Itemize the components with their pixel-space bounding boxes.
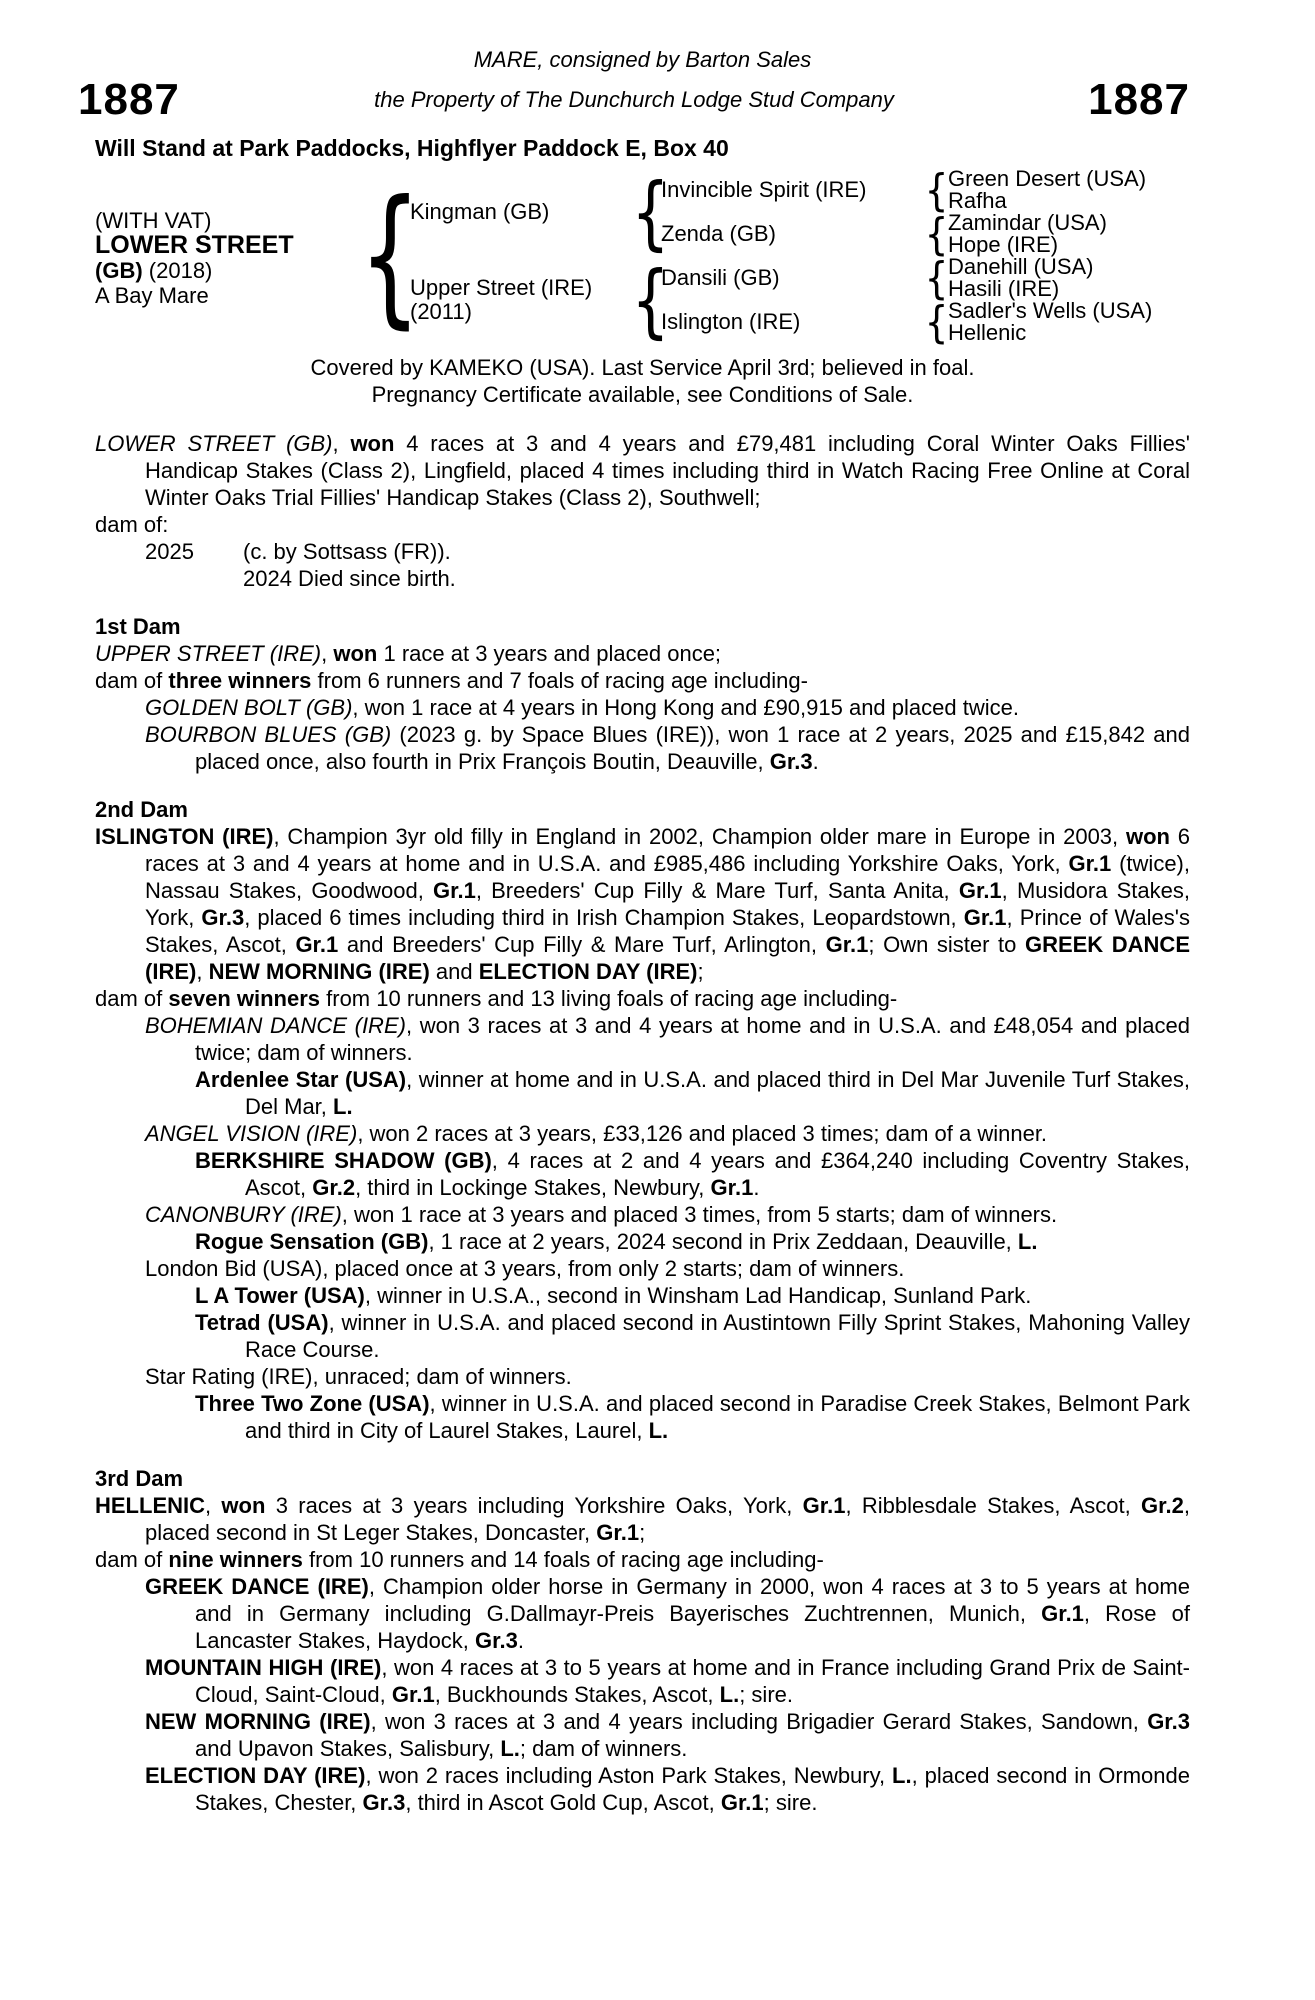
text-run: Gr.1	[710, 1175, 754, 1200]
text-run: LOWER STREET (GB)	[95, 431, 333, 456]
text-run: , placed second in Ormonde Stakes, Chester,	[195, 1763, 1190, 1815]
great-grandsire-name: Danehill (USA)	[948, 254, 1094, 279]
text-run: Star Rating (IRE), unraced; dam of winners.	[145, 1364, 572, 1389]
text-run: Gr.2	[1141, 1493, 1184, 1518]
text-run: from 10 runners and 13 living foals of racing age including-	[320, 986, 898, 1011]
text-run: , won 2 races at 3 years, £33,126 and placed 3 times; dam of a winner.	[357, 1121, 1048, 1146]
text-run: ; dam of winners.	[519, 1736, 688, 1761]
pedigree-paragraph	[95, 1654, 1190, 1708]
pedigree-paragraph	[95, 667, 1190, 694]
text-run: won	[333, 641, 378, 666]
text-run: ,	[332, 431, 351, 456]
text-run: , 1 race at 2 years, 2024 second in Prix Zeddaan, Deauville,	[428, 1229, 1018, 1254]
text-run: , placed 6 times including third in Irish Champion Stakes, Leopardstown,	[244, 905, 964, 930]
dam-dam-branch	[661, 296, 1153, 348]
text-run: , won 4 races at 3 to 5 years at home and in France including Grand Prix de Saint-Cloud, Saint-Cloud,	[195, 1655, 1191, 1707]
text-run: , winner in U.S.A. and placed second in Paradise Creek Stakes, Belmont Park and third in City of Laurel Stakes, Laurel,	[245, 1391, 1190, 1443]
text-run: , Breeders' Cup Filly & Mare Turf, Santa Anita,	[475, 878, 959, 903]
pedigree-paragraph	[95, 1201, 1190, 1228]
property-line: the Property of The Dunchurch Lodge Stud Company	[374, 87, 894, 112]
text-run: Gr.3	[362, 1790, 406, 1815]
pedigree-paragraph	[95, 1012, 1190, 1066]
text-run: .	[812, 749, 819, 774]
pedigree-paragraph	[95, 1573, 1190, 1654]
text-run: ,	[321, 641, 334, 666]
text-run: and Upavon Stakes, Salisbury,	[195, 1736, 501, 1761]
text-run: Rogue Sensation (GB)	[195, 1229, 429, 1254]
pedigree-paragraph	[95, 985, 1190, 1012]
text-run: ANGEL VISION (IRE)	[145, 1121, 358, 1146]
text-run: , Rose of Lancaster Stakes, Haydock,	[195, 1601, 1190, 1653]
text-run: Gr.1	[720, 1790, 764, 1815]
text-run: Gr.1	[802, 1493, 846, 1518]
text-run: Gr.3	[769, 749, 813, 774]
text-run: Tetrad (USA)	[195, 1310, 329, 1335]
lot-header-row	[78, 75, 1190, 125]
subject-colour-sex: A Bay Mare	[95, 283, 209, 308]
text-run: won	[221, 1493, 266, 1518]
covering-details	[95, 354, 1190, 408]
great-granddam-name: Hellenic	[948, 320, 1027, 345]
pedigree-brace-icon: {	[631, 253, 670, 347]
pedigree-paragraph	[95, 1762, 1190, 1816]
text-run: .	[517, 1628, 524, 1653]
text-run: Gr.2	[312, 1175, 356, 1200]
granddam-name: Zenda (GB)	[661, 221, 776, 246]
text-run: dam of	[95, 668, 169, 693]
pedigree-paragraph	[95, 1363, 1190, 1390]
text-run: L.	[892, 1763, 912, 1788]
pedigree-paragraph	[95, 694, 1190, 721]
text-run: MOUNTAIN HIGH (IRE)	[145, 1655, 382, 1680]
pedigree-paragraph	[95, 1390, 1190, 1444]
text-run: Three Two Zone (USA)	[195, 1391, 430, 1416]
text-run: , won 1 race at 4 years in Hong Kong and £90,915 and placed twice.	[352, 695, 1019, 720]
text-run: L.	[719, 1682, 740, 1707]
text-run: 3 races at 3 years including Yorkshire Oaks, York,	[265, 1493, 803, 1518]
pedigree-paragraph	[95, 721, 1190, 775]
great-granddam-name: Hasili (IRE)	[948, 276, 1060, 301]
text-run: Gr.1	[295, 932, 339, 957]
sire-sire-branch	[661, 164, 1147, 216]
text-run: , Champion older horse in Germany in 2000, won 4 races at 3 to 5 years at home and in Germany including G.Dallmayr-Preis Bayerisches Zuchtrennen, Munich,	[195, 1574, 1190, 1626]
subject-country: (GB)	[95, 258, 143, 283]
text-run: dam of:	[95, 512, 169, 537]
text-run: (twice), Nassau Stakes, Goodwood,	[145, 851, 1190, 903]
dam-name: Upper Street (IRE) (2011)	[410, 276, 640, 324]
text-run: (c. by Sottsass (FR)).	[243, 539, 451, 564]
text-run: (2023 g. by Space Blues (IRE)), won 1 race at 2 years, 2025 and £15,842 and placed once, also fourth in Prix François Boutin, Deauville,	[195, 722, 1190, 774]
text-run: , winner in U.S.A., second in Winsham Lad Handicap, Sunland Park.	[364, 1283, 1032, 1308]
pedigree-paragraph	[95, 823, 1190, 985]
pedigree-paragraph	[95, 1228, 1190, 1255]
text-run: , placed second in St Leger Stakes, Doncaster,	[145, 1493, 1190, 1545]
covered-by-line: Covered by KAMEKO (USA). Last Service April 3rd; believed in foal.	[310, 355, 975, 380]
pedigree-paragraph	[95, 1309, 1190, 1363]
text-run: , Buckhounds Stakes, Ascot,	[434, 1682, 720, 1707]
text-run: , won 2 races including Aston Park Stakes, Newbury,	[365, 1763, 893, 1788]
text-run: ,	[196, 959, 209, 984]
text-run: BOURBON BLUES (GB)	[145, 722, 392, 747]
grandsire-name: Invincible Spirit (IRE)	[661, 177, 867, 202]
text-run: , Prince of Wales's Stakes, Ascot,	[145, 905, 1190, 957]
text-run: BERKSHIRE SHADOW (GB)	[195, 1148, 492, 1173]
text-run: L.	[333, 1094, 353, 1119]
text-run: CANONBURY (IRE)	[145, 1202, 342, 1227]
grandsire-name: Dansili (GB)	[661, 265, 780, 290]
text-run: from 6 runners and 7 foals of racing age including-	[311, 668, 808, 693]
sire-dam-branch	[661, 208, 1146, 260]
text-run: , winner at home and in U.S.A. and placed third in Del Mar Juvenile Turf Stakes, Del Mar,	[245, 1067, 1190, 1119]
text-run: , Champion 3yr old filly in England in 2002, Champion older mare in Europe in 2003,	[273, 824, 1126, 849]
text-run: three winners	[168, 668, 312, 693]
dam-year: (2011)	[410, 299, 472, 324]
great-grandsire-name: Sadler's Wells (USA)	[948, 298, 1153, 323]
pedigree-subject	[95, 168, 370, 344]
text-run: GREEK DANCE (IRE)	[145, 1574, 369, 1599]
text-run: ;	[697, 959, 704, 984]
text-run: L.	[1017, 1229, 1038, 1254]
text-run: , third in Ascot Gold Cup, Ascot,	[405, 1790, 721, 1815]
text-run: , 4 races at 2 and 4 years and £364,240 including Coventry Stakes, Ascot,	[245, 1148, 1190, 1200]
pedigree-paragraph	[95, 1120, 1190, 1147]
pedigree-brace-icon: {	[924, 164, 949, 216]
pedigree-brace-icon: {	[358, 169, 422, 343]
text-run: 6 races at 3 and 4 years at home and in U.S.A. and £985,486 including Yorkshire Oaks, York,	[145, 824, 1191, 876]
pedigree-paragraph	[95, 1546, 1190, 1573]
great-grandsire-name: Green Desert (USA)	[948, 166, 1147, 191]
text-run: , Ribblesdale Stakes, Ascot,	[845, 1493, 1142, 1518]
pedigree-table	[95, 164, 1190, 348]
pedigree-paragraph	[95, 430, 1190, 511]
dam-section-heading: 1st Dam	[95, 614, 181, 639]
text-run: seven winners	[168, 986, 321, 1011]
text-run: ELECTION DAY (IRE)	[145, 1763, 366, 1788]
text-run: Gr.3	[475, 1628, 518, 1653]
text-run: L.	[500, 1736, 520, 1761]
text-run: won	[1125, 824, 1170, 849]
pedigree-brace-icon: {	[924, 208, 949, 260]
text-run: , third in Lockinge Stakes, Newbury,	[355, 1175, 711, 1200]
text-run: ISLINGTON (IRE)	[95, 824, 274, 849]
text-run: , won 3 races at 3 and 4 years at home and in U.S.A. and £48,054 and placed twice; dam of winners.	[195, 1013, 1190, 1065]
great-grandsire-name: Zamindar (USA)	[948, 210, 1107, 235]
text-run: ; sire.	[763, 1790, 818, 1815]
text-run: , won 1 race at 3 years and placed 3 times, from 5 starts; dam of winners.	[341, 1202, 1058, 1227]
produce-description	[243, 565, 1190, 592]
produce-description	[243, 538, 1190, 565]
pedigree-paragraph	[95, 1282, 1190, 1309]
text-run: HELLENIC	[95, 1493, 205, 1518]
dam-sire-branch	[661, 252, 1152, 304]
text-run: 1 race at 3 years and placed once;	[377, 641, 722, 666]
produce-row	[95, 538, 1190, 565]
stand-location-line: Will Stand at Park Paddocks, Highflyer Paddock E, Box 40	[95, 135, 729, 161]
produce-row	[95, 565, 1190, 592]
text-run: 2024 Died since birth.	[243, 566, 456, 591]
text-run: and	[429, 959, 479, 984]
subject-horse-name: LOWER STREET	[95, 231, 294, 259]
text-run: Ardenlee Star (USA)	[195, 1067, 407, 1092]
text-run: ; sire.	[739, 1682, 793, 1707]
with-vat-label: (WITH VAT)	[95, 208, 212, 233]
subject-country-year	[95, 258, 370, 283]
text-run: , Musidora Stakes, York,	[145, 878, 1190, 930]
pedigree-paragraph	[95, 1255, 1190, 1282]
text-run: won	[350, 431, 395, 456]
text-run: , won 3 races at 3 and 4 years including Brigadier Gerard Stakes, Sandown,	[370, 1709, 1148, 1734]
great-granddam-name: Hope (IRE)	[948, 232, 1059, 257]
text-run: Gr.1	[596, 1520, 640, 1545]
text-run: L.	[648, 1418, 669, 1443]
text-run: , winner in U.S.A. and placed second in Austintown Filly Sprint Stakes, Mahoning Valley Race Course.	[245, 1310, 1190, 1362]
text-run: dam of	[95, 986, 169, 1011]
dam-section-heading: 3rd Dam	[95, 1466, 184, 1491]
pedigree-brace-icon: {	[924, 296, 949, 348]
consignment-line: MARE, consigned by Barton Sales	[473, 47, 812, 72]
pedigree-text-sections	[95, 430, 1190, 1816]
text-run: UPPER STREET (IRE)	[95, 641, 322, 666]
text-run: and Breeders' Cup Filly & Mare Turf, Arlington,	[338, 932, 826, 957]
pedigree-brace-icon: {	[924, 252, 949, 304]
sire-branch	[410, 164, 1152, 260]
text-run: dam of	[95, 1547, 169, 1572]
text-run: Gr.1	[958, 878, 1002, 903]
pedigree-paragraph	[95, 511, 1190, 538]
granddam-name: Islington (IRE)	[661, 309, 801, 334]
text-run: London Bid (USA), placed once at 3 years, from only 2 starts; dam of winners.	[145, 1256, 905, 1281]
text-run: nine winners	[168, 1547, 303, 1572]
text-run: ;	[639, 1520, 646, 1545]
pedigree-paragraph	[95, 640, 1190, 667]
produce-year	[145, 565, 243, 592]
produce-year: 2025	[145, 539, 194, 564]
text-run: Gr.1	[963, 905, 1007, 930]
pedigree-paragraph	[95, 1147, 1190, 1201]
text-run: NEW MORNING (IRE)	[145, 1709, 371, 1734]
great-granddam-name: Rafha	[948, 188, 1007, 213]
text-run: GREEK DANCE (IRE)	[145, 932, 1190, 984]
pedigree-paragraph	[95, 1708, 1190, 1762]
pedigree-paragraph	[95, 1492, 1190, 1546]
subject-year: (2018)	[148, 258, 213, 283]
text-run: ; Own sister to	[868, 932, 1025, 957]
text-run: Gr.1	[825, 932, 869, 957]
text-run: L A Tower (USA)	[195, 1283, 365, 1308]
text-run: Gr.1	[391, 1682, 435, 1707]
pedigree-brace-icon: {	[631, 165, 670, 259]
pregnancy-certificate-line: Pregnancy Certificate available, see Conditions of Sale.	[371, 382, 914, 407]
text-run: Gr.1	[1068, 851, 1112, 876]
text-run: BOHEMIAN DANCE (IRE)	[145, 1013, 406, 1038]
pedigree-generations	[410, 164, 1153, 348]
dam-section-heading: 2nd Dam	[95, 797, 188, 822]
text-run: Gr.1	[1041, 1601, 1084, 1626]
dam-branch	[410, 252, 1153, 348]
lot-number-right: 1887	[1088, 75, 1190, 124]
text-run: .	[753, 1175, 760, 1200]
text-run: NEW MORNING (IRE)	[208, 959, 430, 984]
text-run: GOLDEN BOLT (GB)	[145, 695, 353, 720]
text-run: from 10 runners and 14 foals of racing age including-	[302, 1547, 824, 1572]
text-run: ELECTION DAY (IRE)	[478, 959, 698, 984]
text-run: ,	[205, 1493, 222, 1518]
text-run: Gr.1	[433, 878, 476, 903]
pedigree-paragraph	[95, 1066, 1190, 1120]
text-run: 4 races at 3 and 4 years and £79,481 including Coral Winter Oaks Fillies' Handicap Stakes (Class 2), Lingfield, placed 4 times including third in Watch Racing Free Online at Coral Winter Oaks Trial Fillies' Handicap Stakes (Class 2), Southwell;	[145, 431, 1191, 510]
lot-number-left: 1887	[78, 75, 180, 124]
sire-name: Kingman (GB)	[410, 199, 550, 224]
text-run: Gr.3	[1147, 1709, 1190, 1734]
text-run: Gr.3	[201, 905, 245, 930]
